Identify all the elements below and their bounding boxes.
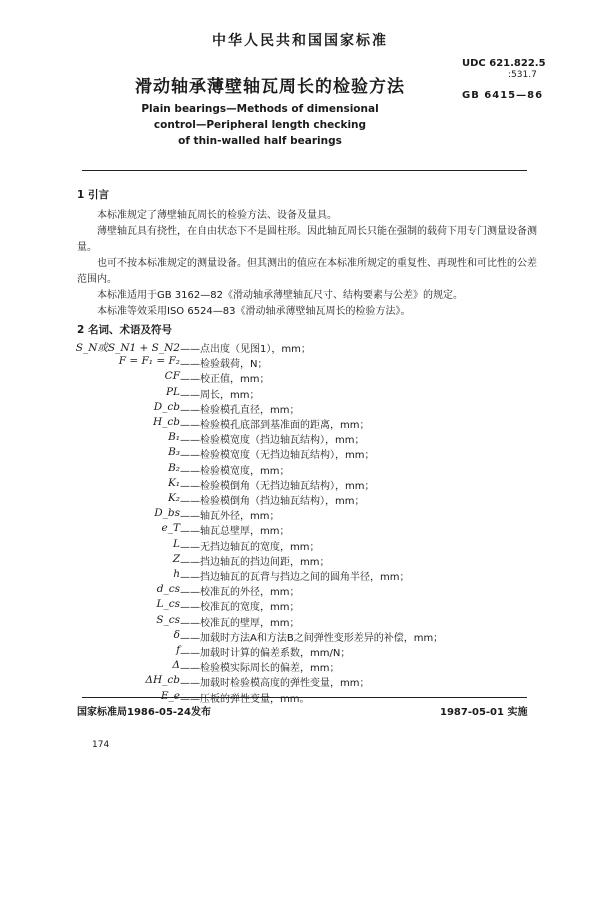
paragraph: 薄壁轴瓦具有挠性，在自由状态下不是圆柱形。因此轴瓦周长只能在强制的载荷下用专门测量设备测量。: [77, 226, 537, 253]
symbol: H_cb: [152, 416, 180, 428]
symbol: B₃: [168, 446, 180, 459]
symbol-description: ——轴瓦外径，mm；: [180, 511, 280, 523]
symbol-row: [0, 355, 600, 371]
symbol-row: [0, 659, 600, 675]
standard-category: 中华人民共和国国家标准: [212, 33, 388, 49]
symbol: f: [176, 644, 180, 656]
paragraph: 本标准规定了薄壁轴瓦周长的检验方法、设备及量具。: [97, 210, 337, 221]
symbol: B₂: [168, 461, 180, 474]
footer-divider: [82, 697, 527, 698]
page-number: 174: [92, 740, 110, 750]
symbol-row: [0, 568, 600, 584]
symbol: PL: [165, 385, 180, 398]
symbol: S_N或S_N1 + S_N2: [75, 342, 180, 354]
title-english-line: control—Peripheral length checking: [153, 119, 367, 131]
symbol: Z: [172, 552, 180, 565]
symbol-description: ——校准瓦的外径，mm；: [180, 587, 300, 599]
title-english-line: of thin-walled half bearings: [178, 135, 342, 147]
symbol-description: ——无挡边轴瓦的宽度，mm；: [180, 541, 320, 553]
symbol-description: ——检验模倒角（无挡边轴瓦结构），mm；: [180, 480, 375, 492]
symbol: d_cs: [156, 583, 180, 596]
symbol-description: ——挡边轴瓦的挡边间距，mm；: [180, 556, 330, 568]
symbol-row: [0, 522, 600, 538]
symbol-row: [0, 370, 600, 386]
title-english-line: Plain bearings—Methods of dimensional: [141, 103, 379, 115]
symbol-description: ——检验模孔直径，mm；: [180, 404, 300, 416]
symbol-row: [0, 553, 600, 569]
symbol: E_e: [160, 689, 180, 702]
symbol-row: [0, 492, 600, 508]
effective-date: 1987-05-01 实施: [440, 707, 528, 718]
header-divider: [82, 170, 527, 171]
section-2-heading: 2 名词、术语及符号: [77, 324, 172, 336]
symbol: F = F₁ = F₂: [118, 355, 180, 368]
symbol-description: ——检验模实际周长的偏差，mm；: [180, 663, 340, 675]
symbol-description: ——加载时方法A和方法B之间弹性变形差异的补偿，mm；: [180, 632, 444, 644]
symbol-row: [0, 477, 600, 493]
gb-number: GB 6415—86: [462, 90, 544, 101]
symbol-row: [0, 462, 600, 478]
symbol-row: [0, 446, 600, 462]
symbol-row: [0, 416, 600, 432]
symbol-description: ——检验模宽度（挡边轴瓦结构），mm；: [180, 435, 365, 447]
section-1-heading: 1 引言: [77, 189, 109, 201]
symbol: D_bs: [154, 507, 180, 520]
symbol-row: [0, 674, 600, 690]
symbol-row: [0, 340, 600, 356]
symbol-description: ——轴瓦总壁厚，mm；: [180, 526, 290, 538]
issue-date: 国家标准局1986-05-24发布: [77, 707, 211, 718]
paragraph: 本标准适用于GB 3162—82《滑动轴承薄壁轴瓦尺寸、结构要素与公差》的规定。: [97, 290, 463, 301]
symbol-row: [0, 538, 600, 554]
symbol: h: [173, 568, 180, 580]
symbol-row: [0, 644, 600, 660]
symbol-row: [0, 401, 600, 417]
symbol: δ: [173, 628, 180, 641]
symbol-row: [0, 598, 600, 614]
symbol: K₂: [167, 492, 180, 504]
symbol-row: [0, 614, 600, 630]
udc-code: UDC 621.822.5: [462, 58, 546, 69]
symbol: ΔH_cb: [145, 674, 180, 687]
symbol-description: ——校正值，mm；: [180, 374, 270, 386]
symbol-description: ——加载时检验模高度的弹性变量，mm；: [180, 678, 370, 690]
symbol-description: ——检验载荷，N；: [180, 359, 268, 371]
symbol-description: ——挡边轴瓦的瓦背与挡边之间的圆角半径，mm；: [180, 572, 410, 583]
symbol: L_cs: [156, 598, 180, 611]
symbol-description: ——校准瓦的宽度，mm；: [180, 602, 300, 614]
symbol: CF: [164, 370, 180, 383]
symbol: B₁: [168, 431, 180, 444]
paragraph: 也可不按本标准规定的测量设备。但其测出的值应在本标准所规定的重复性、再现性和可比性的公差范围内。: [77, 258, 537, 285]
title-chinese: 滑动轴承薄壁轴瓦周长的检验方法: [135, 77, 405, 97]
symbol-description: ——校准瓦的壁厚，mm；: [180, 617, 300, 629]
paragraph: 本标准等效采用ISO 6524—83《滑动轴承薄壁轴瓦周长的检验方法》。: [97, 306, 411, 317]
symbol-row: [0, 386, 600, 402]
symbol-description: ——点出度（见图1），mm；: [180, 344, 311, 355]
symbol-description: ——压板的弹性变量，mm。: [180, 693, 310, 705]
symbol: S_cs: [156, 613, 180, 626]
symbol: K₁: [167, 476, 180, 489]
symbol-description: ——加载时计算的偏差系数，mm/N；: [180, 648, 351, 659]
symbol-description: ——检验模宽度，mm；: [180, 465, 290, 477]
symbol-description: ——周长，mm；: [180, 389, 260, 401]
udc-sub-code: :531.7: [508, 70, 537, 80]
symbol: D_cb: [153, 400, 180, 413]
symbol-description: ——检验模孔底部到基准面的距离，mm；: [180, 420, 370, 431]
symbol-row: [0, 431, 600, 447]
symbol-row: [0, 507, 600, 523]
symbol: Δ: [172, 659, 180, 672]
symbol-description: ——检验模宽度（无挡边轴瓦结构），mm；: [180, 450, 375, 462]
symbol: L: [173, 537, 180, 550]
symbol-row: [0, 583, 600, 599]
symbol-row: [0, 629, 600, 645]
symbol-description: ——检验模倒角（挡边轴瓦结构），mm；: [180, 496, 365, 507]
symbol: e_T: [161, 522, 180, 535]
